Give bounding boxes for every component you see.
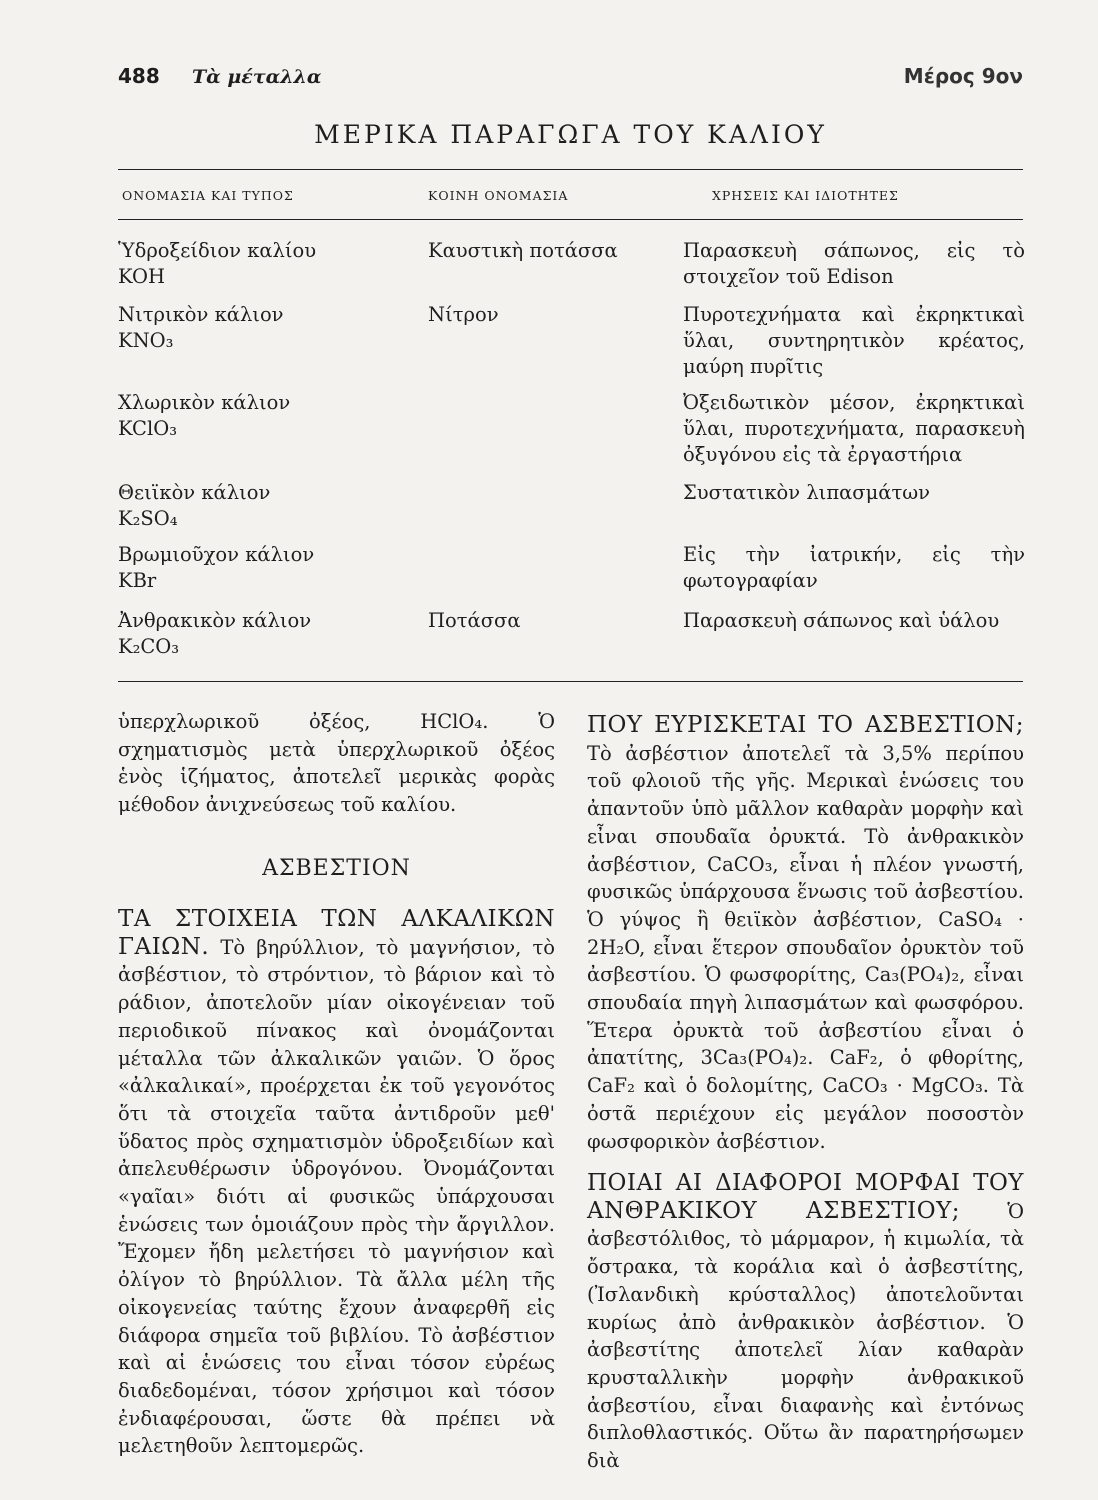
uses-text: Παρασκευὴ σάπωνος, εἰς τὸ στοιχεῖον τοῦ Edison	[683, 239, 1025, 288]
compound-formula: KClO₃	[118, 417, 178, 440]
column-header-uses: ΧΡΗΣΕΙΣ ΚΑΙ ΙΔΙΟΤΗΤΕΣ	[712, 188, 899, 203]
column-header-name: ΟΝΟΜΑΣΙΑ ΚΑΙ ΤΥΠΟΣ	[122, 188, 294, 203]
left-intro-paragraph: ὑπερχλωρικοῦ ὀξέος, HClO₄. Ὁ σχηματισμὸς μετὰ ὑπερχλωρικοῦ ὀξέος ἑνὸς ἱζήματος, ἀποτελεῖ μερικὰς φορὰς μέθοδον ἀνιχνεύσεως τοῦ καλίου.	[118, 710, 555, 817]
compound-formula: KOH	[118, 265, 166, 288]
compound-formula: KNO₃	[118, 329, 174, 352]
table-header-rule	[118, 219, 1023, 220]
uses-text: Ὀξειδωτικὸν μέσον, ἐκρηκτικαὶ ὕλαι, πυροτεχνήματα, παρασκευὴ ὀξυγόνου εἰς τὰ ἐργαστήρια	[683, 391, 1025, 466]
paragraph-text: Τὸ ἀσβέστιον ἀποτελεῖ τὰ 3,5% περίπου τοῦ φλοιοῦ τῆς γῆς. Μερικαὶ ἑνώσεις του ἀπαντοῦν ὑπὸ μᾶλλον καθαρὰν μορφὴν καὶ εἶναι σπουδαῖα ὀρυκτά. Τὸ ἀνθρακικὸν ἀσβέστιον, CaCO₃, εἶναι ἡ πλέον γνωστή, φυσικῶς ὑπάρχουσα ἕνωσις τοῦ ἀσβεστίου. Ὁ γύψος ἢ θειϊκὸν ἀσβέστιον, CaSO₄ · 2H₂O, εἶναι ἕτερον σπουδαῖον ὀρυκτὸν τοῦ ἀσβεστίου. Ὁ φωσφορίτης, Ca₃(PO₄)₂, εἶναι σπουδαία πηγὴ λιπασμάτων καὶ φωσφόρου. Ἕτερα ὀρυκτὰ τοῦ ἀσβεστίου εἶναι ὁ ἀπατίτης, 3Ca₃(PO₄)₂. CaF₂, ὁ φθορίτης, CaF₂ καὶ ὁ δολομίτης, CaCO₃ · MgCO₃. Τὰ ὀστᾶ περιέχουν εἰς μεγάλον ποσοστὸν φωσφορικὸν ἀσβέστιον.	[587, 741, 1024, 1153]
paragraph-text: Τὸ βηρύλλιον, τὸ μαγνήσιον, τὸ ἀσβέστιον, τὸ στρόντιον, τὸ βάριον καὶ τὸ ράδιον, ἀποτελοῦν μίαν οἰκογένειαν τοῦ περιοδικοῦ πίνακος καὶ ὀνομάζονται μέταλλα τῶν ἀλκαλικῶν γαιῶν. Ὁ ὅρος «ἀλκαλικαί», προέρχεται ἐκ τοῦ γεγονότος ὅτι τὰ στοιχεῖα ταῦτα ἀντιδροῦν μεθ' ὕδατος πρὸς σχηματισμὸν ὑδροξειδίων καὶ ἀπελευθέρωσιν ὑδρογόνου. Ὀνομάζονται «γαῖαι» διότι αἱ φυσικῶς ὑπάρχουσαι ἑνώσεις των ὁμοιάζουν πρὸς τὴν ἄργιλλον. Ἔχομεν ἤδη μελετήσει τὸ μαγνήσιον καὶ ὀλίγον τὸ βηρύλλιον. Τὰ ἄλλα μέλη τῆς οἰκογενείας ταύτης ἔχουν ἀναφερθῆ εἰς διάφορα σημεῖα τοῦ βιβλίου. Τὸ ἀσβέστιον καὶ αἱ ἑνώσεις του εἶναι τόσον εὐρέως διαδεδομέναι, τόσον χρήσιμοι καὶ τόσον ἐνδιαφέρουσαι, ὥστε θὰ πρέπει νὰ μελετηθοῦν λεπτομερῶς.	[118, 935, 556, 1458]
table-title: ΜΕΡΙΚΑ ΠΑΡΑΓΩΓΑ ΤΟΥ ΚΑΛΙΟΥ	[314, 120, 827, 149]
compound-name: Ἀνθρακικὸν κάλιον K₂CO₃	[118, 608, 408, 660]
compound-name: Χλωρικὸν κάλιον KClO₃	[118, 390, 408, 442]
section-heading: ΑΣΒΕΣΤΙΟΝ	[262, 856, 411, 881]
uses-text: Εἰς τὴν ἰατρικήν, εἰς τὴν φωτογραφίαν	[683, 543, 1025, 592]
page-number: 488	[118, 64, 160, 88]
part-label: Μέρος 9ον	[903, 64, 1023, 88]
common-name: Καυστικὴ ποτάσσα	[428, 239, 618, 262]
right-paragraph-forms	[587, 1170, 1024, 1475]
uses-text: Πυροτεχνήματα καὶ ἐκρηκτικαὶ ὕλαι, συντηρητικὸν κρέατος, μαύρη πυρῖτις	[683, 303, 1025, 378]
common-name: Ποτάσσα	[428, 609, 521, 632]
left-body-paragraph	[118, 906, 555, 1460]
page-header	[118, 64, 1023, 96]
paragraph-heading: ΠΟΥ ΕΥΡΙΣΚΕΤΑΙ ΤΟ ΑΣΒΕΣΤΙΟΝ;	[587, 712, 1024, 738]
compound-name: Νιτρικὸν κάλιον KNO₃	[118, 302, 408, 354]
uses-text: Παρασκευὴ σάπωνος καὶ ὑάλου	[683, 609, 1000, 632]
compound-formula: KBr	[118, 569, 157, 592]
uses-text: Συστατικὸν λιπασμάτων	[683, 481, 931, 504]
compound-name: Βρωμιοῦχον κάλιον KBr	[118, 542, 408, 594]
paragraph-heading: ΤΑ ΣΤΟΙΧΕΙΑ ΤΩΝ ΑΛΚΑΛΙΚΩΝ ΓΑΙΩΝ.	[118, 906, 555, 960]
compound-formula: K₂CO₃	[118, 635, 180, 658]
right-paragraph-location	[587, 712, 1024, 1155]
compound-name: Ὑδροξείδιον καλίου KOH	[118, 238, 408, 290]
chapter-title: Τὰ μέταλλα	[192, 66, 322, 88]
common-name: Νίτρον	[428, 303, 499, 326]
compound-name: Θειϊκὸν κάλιον K₂SO₄	[118, 480, 408, 532]
column-header-common: ΚΟΙΝΗ ΟΝΟΜΑΣΙΑ	[428, 188, 569, 203]
paragraph-heading: ΠΟΙΑΙ ΑΙ ΔΙΑΦΟΡΟΙ ΜΟΡΦΑΙ ΤΟΥ ΑΝΘΡΑΚΙΚΟΥ ΑΣΒΕΣΤΙΟΥ;	[587, 1170, 1024, 1224]
compound-formula: K₂SO₄	[118, 507, 178, 530]
table-top-rule	[118, 169, 1023, 170]
table-bottom-rule	[118, 681, 1023, 682]
paragraph-text: Ὁ ἀσβεστόλιθος, τὸ μάρμαρον, ἡ κιμωλία, τὰ ὄστρακα, τὰ κοράλια καὶ ὁ ἀσβεστίτης, (Ἰσλανδικὴ κρύσταλλος) ἀποτελοῦνται κυρίως ἀπὸ ἀνθρακικὸν ἀσβέστιον. Ὁ ἀσβεστίτης ἀποτελεῖ λίαν καθαρὰν κρυσταλλικὴν μορφὴν ἀνθρακικοῦ ἀσβεστίου, εἶναι διαφανὴς καὶ ἐντόνως διπλοθλαστικός. Οὕτω ἂν παρατηρήσωμεν διὰ	[587, 1199, 1024, 1473]
